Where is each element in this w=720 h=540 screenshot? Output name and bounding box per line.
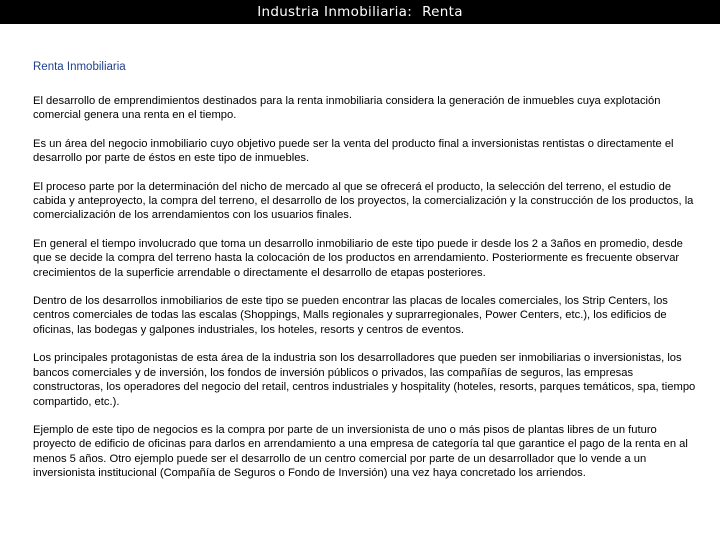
paragraph-intro: El desarrollo de emprendimientos destinados para la renta inmobiliaria considera la generación de inmuebles cuya explotación comercial genera una renta en el tiempo. [33,95,661,122]
document-body [33,60,698,495]
header-subtitle: Renta [422,4,463,20]
section-title: Renta Inmobiliaria [33,61,126,73]
paragraph-examples: Ejemplo de este tipo de negocios es la compra por parte de un inversionista de uno o más pisos de plantas libres de un futuro proyecto de edificio de oficinas para darlos en arrendamiento a una empresa de categoría tal que garantice el pago de la renta en al menos 5 años. Otro ejemplo puede ser el desarrollo de un centro comercial por parte de un desarrollador que lo vende a un inversionista institucional (Compañía de Seguros o Fondo de Inversión) una vez haya concretado los arriendos. [33,423,688,480]
header-bar [0,0,720,24]
paragraph-timeline: En general el tiempo involucrado que toma un desarrollo inmobiliario de este tipo puede ir desde los 2 a 3años en promedio, desde que se decide la compra del terreno hasta la colocación de los productos en arrendamiento. Posteriormente es frecuente observar crecimientos de la superficie arrendable o directamente el desarrollo de etapas posteriores. [33,237,683,279]
paragraph-objective: Es un área del negocio inmobiliario cuyo objetivo puede ser la venta del producto final a inversionistas rentistas o directamente el desarrollo por parte de éstos en este tipo de inmuebles. [33,137,674,165]
header-title: Industria Inmobiliaria: [257,4,413,20]
paragraph-protagonists: Los principales protagonistas de esta área de la industria son los desarrolladores que pueden ser inmobiliarias o inversionistas, los bancos comerciales y de inversión, los fondos de inversión públicos o privados, las compañías de seguros, las empresas constructoras, los operadores del negocio del retail, centros industriales y hospitality (hoteles, resorts, parques temáticos, spa, tiempo compartido, etc.). [33,352,696,408]
paragraph-project-types: Dentro de los desarrollos inmobiliarios de este tipo se pueden encontrar las placas de locales comerciales, los Strip Centers, los centros comerciales de todas las escalas (Shoppings, Malls regionales y suprarregionales, Power Centers, etc.), los edificios de oficinas, las bodegas y galpones industriales, los hoteles, resorts y centros de eventos. [33,295,668,336]
paragraph-process: El proceso parte por la determinación del nicho de mercado al que se ofrecerá el producto, la selección del terreno, el estudio de cabida y anteproyecto, la compra del terreno, el desarrollo de los proyectos, la comercialización y la construcción de los productos, la comercialización de los arrendamientos con los usuarios finales. [33,180,694,222]
